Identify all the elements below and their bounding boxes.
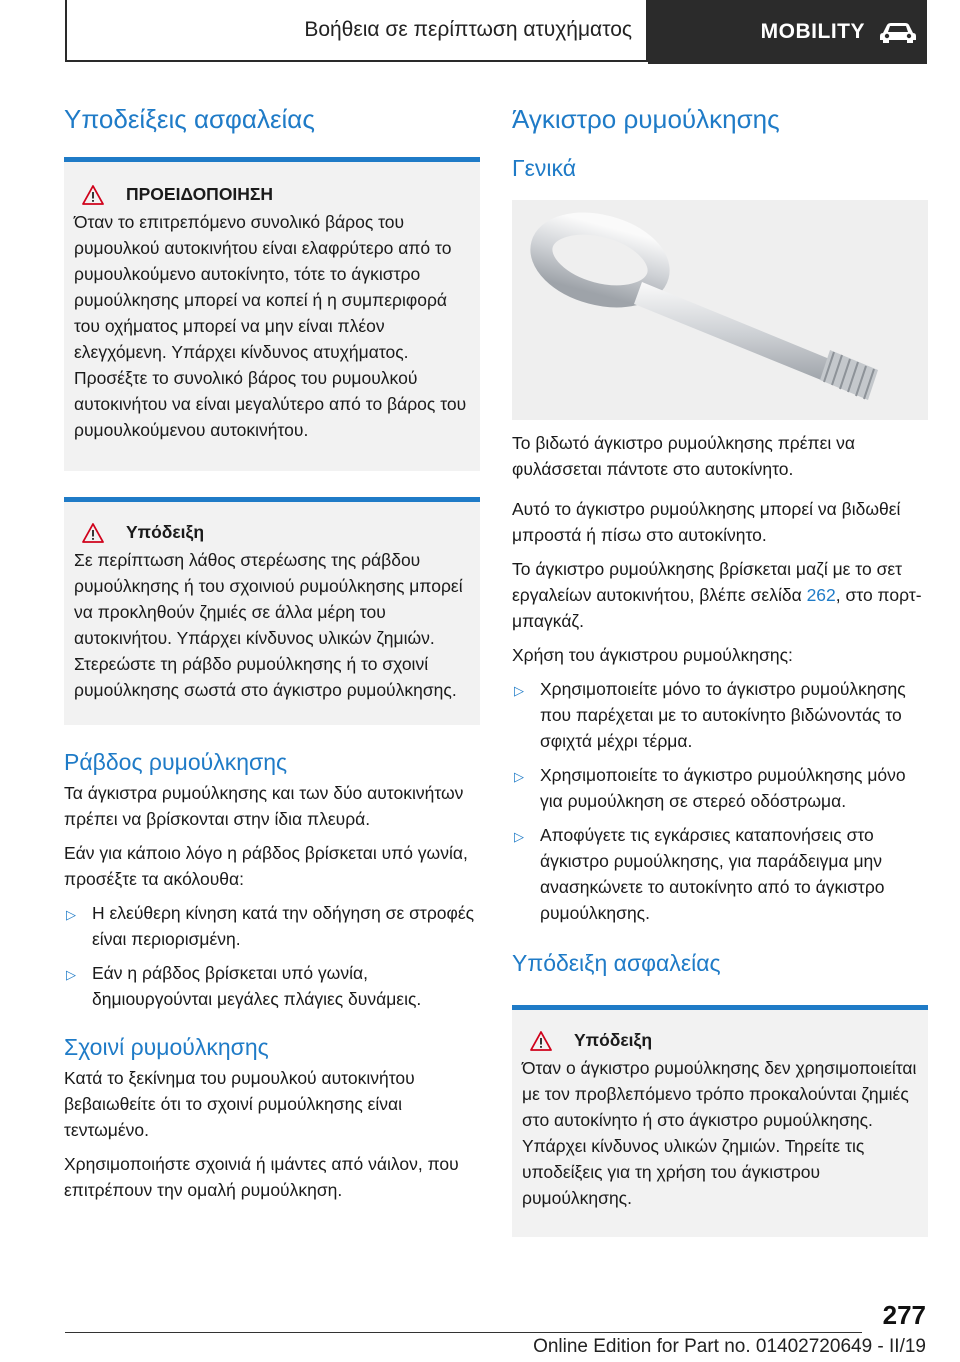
list-item: ▷ Χρησιμοποιείτε το άγκιστρο ρυμούλκησης μόνο για ρυμούλκηση σε στερεό οδόστρωμα. <box>514 765 906 811</box>
footer-divider <box>65 1332 862 1333</box>
section-title: Βοήθεια σε περίπτωση ατυχήματος <box>65 0 648 62</box>
note-box-label: Υπόδειξη <box>574 1030 653 1050</box>
tow-hook-image <box>512 200 928 420</box>
left-column <box>64 90 480 1203</box>
warning-triangle-icon <box>82 185 104 205</box>
tow-hook-illustration <box>512 200 928 420</box>
page-header <box>65 0 927 65</box>
note-box-text: Σε περίπτωση λάθος στερέωσης της ράβδου ρυμούλκησης ή του σχοινιού ρυμούλκησης μπορεί να προκληθούν ζημιές σε άλλα μέρη του αυτοκινήτου. Υπάρχει κίνδυνος υλικών ζημιών. Στερεώστε τη ράβδο ρυμούλκησης ή το σχοινί ρυμούλκησης σωστά στο άγκιστρο ρυμούλκησης. <box>74 550 463 700</box>
general-p1: Το βιδωτό άγκιστρο ρυμούλκησης πρέπει να φυλάσσεται πάντοτε στο αυτοκίνητο. <box>512 433 856 479</box>
safety-notes-heading: Υποδείξεις ασφαλείας <box>64 104 315 134</box>
usage-list <box>512 676 928 926</box>
page-link[interactable]: 262 <box>806 585 836 605</box>
arrow-right-icon: ▷ <box>514 683 524 698</box>
tow-rope-p1: Κατά το ξεκίνημα του ρυμουλκού αυτοκινήτου βεβαιωθείτε ότι το σχοινί ρυμούλκησης είναι τεντωμένο. <box>64 1068 415 1140</box>
tow-hook-heading: Άγκιστρο ρυμούλκησης <box>512 104 780 134</box>
warning-box-title <box>82 184 470 205</box>
arrow-right-icon: ▷ <box>66 907 76 922</box>
tow-bar-p2: Εάν για κάποιο λόγο η ράβδος βρίσκεται υπό γωνία, προσέξτε τα ακόλουθα: <box>64 843 468 889</box>
safety-note-heading: Υπόδειξη ασφαλείας <box>512 950 721 976</box>
right-column <box>512 90 928 1237</box>
car-icon <box>879 21 917 43</box>
usage-label: Χρήση του άγκιστρου ρυμούλκησης: <box>512 645 793 665</box>
list-item: ▷ Χρησιμοποιείτε μόνο το άγκιστρο ρυμούλκησης που παρέχεται με το αυτοκίνητο βιδώνοντάς το σφιχτά μέχρι τέρμα. <box>514 679 906 751</box>
arrow-right-icon: ▷ <box>514 769 524 784</box>
tow-bar-list <box>64 900 480 1012</box>
warning-box-label: ΠΡΟΕΙΔΟΠΟΙΗΣΗ <box>126 184 274 204</box>
edition-text: Online Edition for Part no. 01402720649 - II/19 <box>533 1336 926 1357</box>
note-box-title <box>82 522 470 543</box>
tow-bar-heading: Ράβδος ρυμούλκησης <box>64 749 288 775</box>
note-box <box>512 1010 928 1237</box>
general-p2: Αυτό το άγκιστρο ρυμούλκησης μπορεί να βιδωθεί μπροστά ή πίσω στο αυτοκίνητο. <box>512 499 901 545</box>
warning-box <box>64 162 480 471</box>
warning-triangle-icon <box>530 1031 552 1051</box>
warning-box-text: Όταν το επιτρεπόμενο συνολικό βάρος του ρυμουλκού αυτοκινήτου είναι ελαφρύτερο από το ρυμουλκούμενο αυτοκίνητο, τότε το άγκιστρο ρυμούλκησης μπορεί να κοπεί ή η συμπεριφορά του οχήματος μπορεί να μην είναι πλέον ελεγχόμενη. Υπάρχει κίνδυνος ατυχήματος. Προσέξτε το συνολικό βάρος του ρυμουλκού αυτοκινήτου να είναι μεγαλύτερο από το βάρος του ρυμουλκούμενου αυτοκινήτου. <box>74 212 467 440</box>
page-number: 277 <box>882 1300 926 1330</box>
list-item: ▷ Αποφύγετε τις εγκάρσιες καταπονήσεις στο άγκιστρο ρυμούλκησης, για παράδειγμα μην ανασηκώνετε το αυτοκίνητο από το άγκιστρο ρυμούλκησης. <box>514 825 885 923</box>
note-box-text: Όταν ο άγκιστρο ρυμούλκησης δεν χρησιμοποιείται με τον προβλεπόμενο τρόπο προκαλούνται ζημιές στο αυτοκίνητο ή στο άγκιστρο ρυμούλκησης. Υπάρχει κίνδυνος υλικών ζημιών. Τηρείτε τις υποδείξεις για τη χρήση του άγκιστρου ρυμούλκησης. <box>522 1058 917 1208</box>
tow-rope-p2: Χρησιμοποιήστε σχοινιά ή ιμάντες από νάιλον, που επιτρέπουν την ομαλή ρυμούλκηση. <box>64 1154 459 1200</box>
list-item: ▷ Η ελεύθερη κίνηση κατά την οδήγηση σε στροφές είναι περιορισμένη. <box>66 903 475 949</box>
arrow-right-icon: ▷ <box>514 829 524 844</box>
arrow-right-icon: ▷ <box>66 967 76 982</box>
tow-rope-heading: Σχοινί ρυμούλκησης <box>64 1034 269 1060</box>
list-item: ▷ Εάν η ράβδος βρίσκεται υπό γωνία, δημιουργούνται μεγάλες πλάγιες δυνάμεις. <box>66 963 422 1009</box>
note-box <box>64 502 480 725</box>
note-box-label: Υπόδειξη <box>126 522 205 542</box>
chapter-tab <box>648 0 927 64</box>
general-p3: Το άγκιστρο ρυμούλκησης βρίσκεται μαζί με το σετ εργαλείων αυτοκινήτου, βλέπε σελίδα 262, στο πορτ-μπαγκάζ. <box>512 559 922 631</box>
general-heading: Γενικά <box>512 155 577 181</box>
note-box-title <box>530 1030 918 1051</box>
chapter-label: MOBILITY <box>760 20 865 43</box>
warning-triangle-icon <box>82 523 104 543</box>
tow-bar-p1: Τα άγκιστρα ρυμούλκησης και των δύο αυτοκινήτων πρέπει να βρίσκονται στην ίδια πλευρά. <box>64 783 464 829</box>
